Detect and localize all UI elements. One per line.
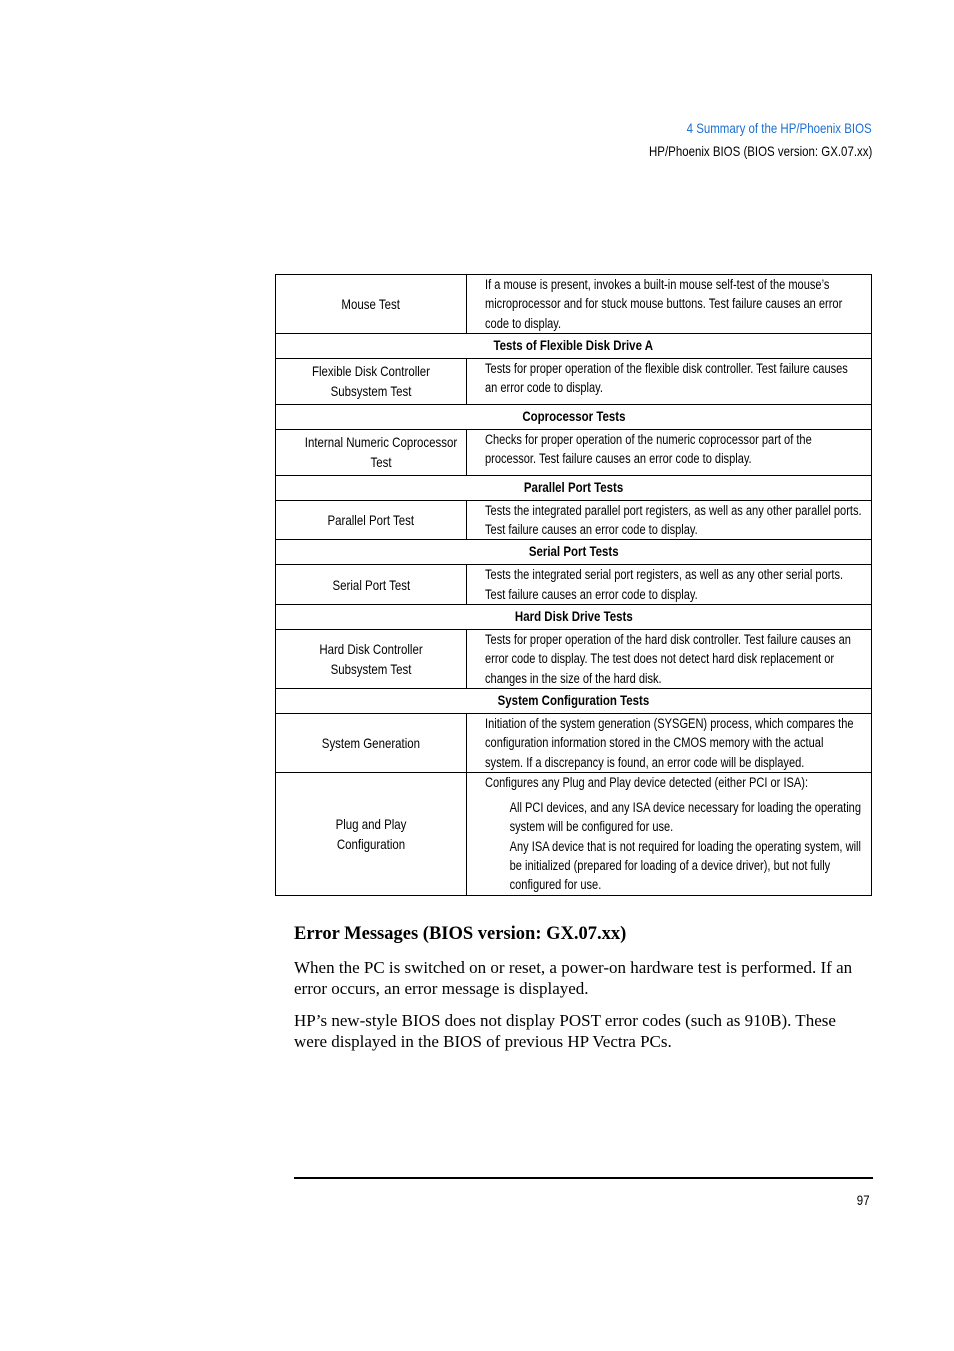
test-name-cell: Flexible Disk Controller Subsystem Test — [276, 358, 467, 404]
table-row — [276, 713, 872, 772]
test-desc-cell: If a mouse is present, invokes a built-in mouse self-test of the mouse’s microprocessor and for stuck mouse buttons. Test failure causes an error code to display. — [467, 275, 872, 334]
test-desc-cell: Checks for proper operation of the numeric coprocessor part of the processor. Test failure causes an error code to display. — [467, 429, 872, 475]
section-header: Parallel Port Tests — [276, 475, 872, 500]
section-row — [276, 540, 872, 565]
test-name-cell: Plug and Play Configuration — [276, 772, 467, 895]
table-row — [276, 500, 872, 540]
test-desc-cell — [467, 772, 872, 895]
test-name-cell: Hard Disk Controller Subsystem Test — [276, 630, 467, 689]
page-number: 97 — [857, 1192, 870, 1208]
pnp-bullet-pci: All PCI devices, and any ISA device necessary for loading the operating system will be configured for use. — [509, 800, 861, 835]
test-name-cell: Internal Numeric Coprocessor Test — [276, 429, 467, 475]
test-desc-cell: Tests for proper operation of the hard disk controller. Test failure causes an error code to display. The test does not detect hard disk replacement or changes in the size of the hard disk. — [467, 630, 872, 689]
footer-divider — [294, 1177, 873, 1179]
pnp-intro: Configures any Plug and Play device detected (either PCI or ISA): — [485, 774, 809, 790]
section-header: Serial Port Tests — [276, 540, 872, 565]
table-row — [276, 630, 872, 689]
test-desc-cell: Tests the integrated serial port registers, as well as any other serial ports. Test failure causes an error code to display. — [467, 565, 872, 605]
table-row — [276, 565, 872, 605]
section-header: Hard Disk Drive Tests — [276, 605, 872, 630]
test-name-cell: System Generation — [276, 713, 467, 772]
test-name-cell: Serial Port Test — [276, 565, 467, 605]
chapter-heading: 4 Summary of the HP/Phoenix BIOS — [686, 120, 872, 136]
section-row — [276, 475, 872, 500]
test-desc-cell: Initiation of the system generation (SYSGEN) process, which compares the configuration information stored in the CMOS memory with the actual system. If a discrepancy is found, an error code will be displayed. — [467, 713, 872, 772]
section-header: Tests of Flexible Disk Drive A — [276, 333, 872, 358]
table-row — [276, 275, 872, 334]
error-para-2: HP’s new-style BIOS does not display POST error codes (such as 910B). These were displayed in the BIOS of previous HP Vectra PCs. — [294, 1011, 836, 1051]
section-subheading: HP/Phoenix BIOS (BIOS version: GX.07.xx) — [648, 143, 872, 159]
section-row — [276, 333, 872, 358]
test-name-cell: Mouse Test — [276, 275, 467, 334]
table-row — [276, 772, 872, 895]
section-header: System Configuration Tests — [276, 688, 872, 713]
error-messages-heading: Error Messages (BIOS version: GX.07.xx) — [294, 924, 627, 944]
table-row — [276, 358, 872, 404]
section-row — [276, 605, 872, 630]
test-desc-cell: Tests for proper operation of the flexible disk controller. Test failure causes an error code to display. — [467, 358, 872, 404]
section-row — [276, 688, 872, 713]
bios-test-table — [275, 274, 872, 896]
error-para-1: When the PC is switched on or reset, a power-on hardware test is performed. If an error occurs, an error message is displayed. — [294, 958, 853, 998]
pnp-bullet-isa: Any ISA device that is not required for loading the operating system, will be initialized (prepared for loading of a device driver), but not fully configured for use. — [509, 838, 861, 893]
table-row — [276, 429, 872, 475]
section-row — [276, 404, 872, 429]
section-header: Coprocessor Tests — [276, 404, 872, 429]
test-name-cell: Parallel Port Test — [276, 500, 467, 540]
test-desc-cell: Tests the integrated parallel port registers, as well as any other parallel ports. Test failure causes an error code to display. — [467, 500, 872, 540]
